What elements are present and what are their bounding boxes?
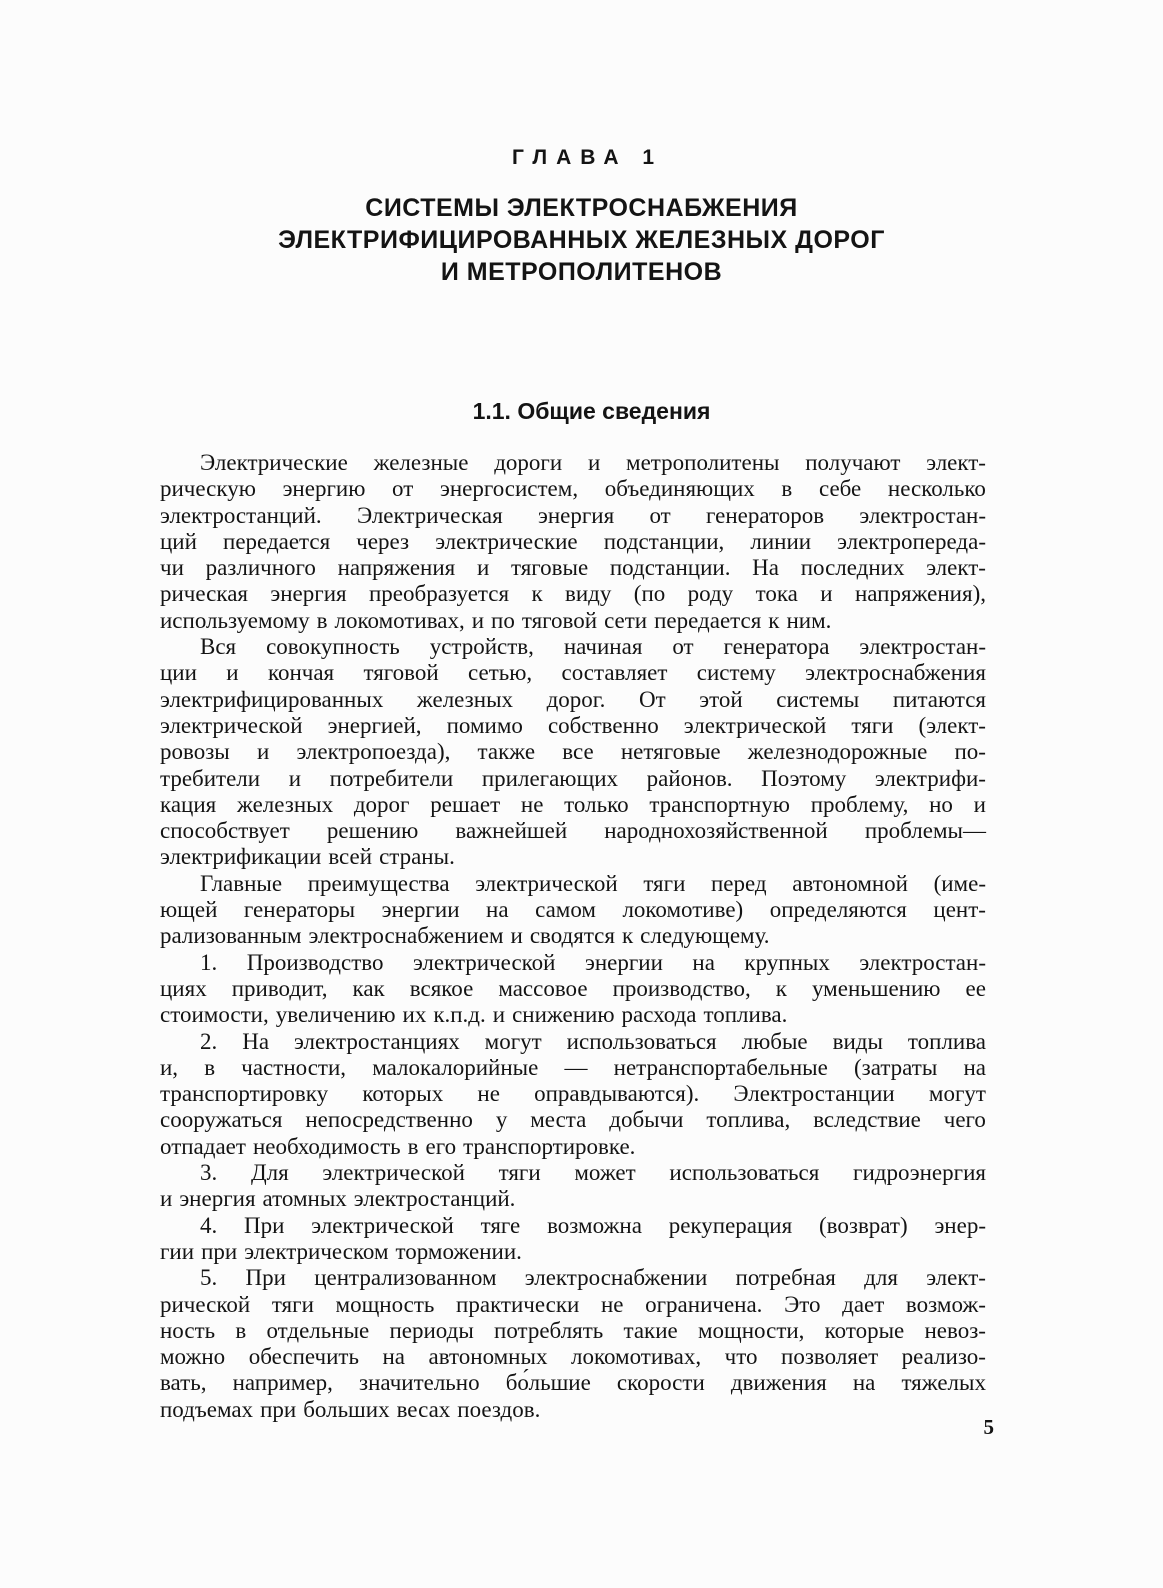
text-line: отпадает необходимость в его транспортировке. bbox=[160, 1133, 636, 1159]
text-line: гии при электрическом торможении. bbox=[160, 1238, 522, 1264]
text-line: рическую энергию от энергосистем, объединяющих в себе несколько bbox=[160, 476, 986, 502]
text-line: ций передается через электрические подстанции, линии электропереда- bbox=[160, 528, 986, 554]
text-line: используемому в локомотивах, и по тяговой сети передается к ним. bbox=[160, 607, 832, 633]
text-line: вать, например, значительно бо́льшие скорости движения на тяжелых bbox=[160, 1370, 986, 1396]
text-line: стоимости, увеличению их к.п.д. и снижению расхода топлива. bbox=[160, 1002, 788, 1028]
text-line: ность в отдельные периоды потреблять такие мощности, которые невоз- bbox=[160, 1317, 986, 1343]
text-line: кация железных дорог решает не только транспортную проблему, но и bbox=[160, 791, 986, 817]
text-line: способствует решению важнейшей народнохозяйственной проблемы— bbox=[160, 818, 986, 844]
paragraph bbox=[160, 450, 986, 634]
section-title: 1.1. Общие сведения bbox=[472, 398, 711, 424]
text-line: подъемах при больших весах поездов. bbox=[160, 1396, 541, 1422]
text-line: электрической энергией, помимо собственно электрической тяги (элект- bbox=[160, 712, 986, 738]
text-line: электрификации всей страны. bbox=[160, 844, 455, 870]
text-line: ющей генераторы энергии на самом локомотиве) определяются цент- bbox=[160, 897, 986, 923]
paragraph bbox=[160, 950, 986, 1029]
text-line: ровозы и электропоезда), также все нетяговые железнодорожные по- bbox=[160, 739, 986, 765]
text-line: можно обеспечить на автономных локомотивах, что позволяет реализо- bbox=[160, 1344, 986, 1370]
text-line: 4. При электрической тяге возможна рекуперация (возврат) энер- bbox=[200, 1212, 986, 1238]
paragraph bbox=[160, 1029, 986, 1160]
text-line: 5. При централизованном электроснабжении потребная для элект- bbox=[200, 1265, 986, 1291]
body-text bbox=[160, 450, 986, 1423]
text-line: чи различного напряжения и тяговые подстанции. На последних элект- bbox=[160, 555, 986, 581]
text-line: и энергия атомных электростанций. bbox=[160, 1186, 516, 1212]
text-line: рической тяги мощность практически не ограничена. Это дает возмож- bbox=[160, 1291, 986, 1317]
text-line: сооружаться непосредственно у места добычи топлива, вследствие чего bbox=[160, 1107, 986, 1133]
text-line: Электрические железные дороги и метрополитены получают элект- bbox=[200, 450, 986, 475]
text-line: рическая энергия преобразуется к виду (по роду тока и напряжения), bbox=[160, 581, 986, 607]
text-line: электрифицированных железных дорог. От этой системы питаются bbox=[160, 686, 986, 712]
text-line: и, в частности, малокалорийные — нетранспортабельные (затраты на bbox=[160, 1054, 986, 1080]
chapter-title-line: ЭЛЕКТРИФИЦИРОВАННЫХ ЖЕЛЕЗНЫХ ДОРОГ bbox=[278, 226, 885, 254]
text-line: Вся совокупность устройств, начиная от генератора электростан- bbox=[200, 634, 986, 660]
chapter-label: ГЛАВА 1 bbox=[511, 146, 664, 169]
text-line: Главные преимущества электрической тяги перед автономной (име- bbox=[200, 870, 986, 896]
text-line: ции и кончая тяговой сетью, составляет систему электроснабжения bbox=[160, 660, 986, 686]
chapter-title-line: СИСТЕМЫ ЭЛЕКТРОСНАБЖЕНИЯ bbox=[365, 194, 798, 222]
text-line: циях приводит, как всякое массовое производство, к уменьшению ее bbox=[160, 975, 986, 1001]
paragraph bbox=[160, 1265, 986, 1423]
text-line: 3. Для электрической тяги может использоваться гидроэнергия bbox=[200, 1160, 986, 1186]
text-line: 1. Производство электрической энергии на крупных электростан- bbox=[200, 949, 986, 975]
text-line: транспортировку которых не оправдываются). Электростанции могут bbox=[160, 1081, 986, 1107]
text-line: рализованным электроснабжением и сводятся к следующему. bbox=[160, 923, 770, 949]
page-number: 5 bbox=[983, 1415, 994, 1439]
text-line: 2. На электростанциях могут использоваться любые виды топлива bbox=[200, 1028, 986, 1054]
paragraph bbox=[160, 871, 986, 950]
text-line: требители и потребители прилегающих районов. Поэтому электрифи- bbox=[160, 765, 986, 791]
chapter-title bbox=[0, 192, 1163, 288]
paragraph bbox=[160, 1160, 986, 1213]
text-line: электростанций. Электрическая энергия от генераторов электростан- bbox=[160, 502, 986, 528]
chapter-title-line: И МЕТРОПОЛИТЕНОВ bbox=[440, 258, 723, 286]
paragraph bbox=[160, 1213, 986, 1266]
paragraph bbox=[160, 634, 986, 871]
